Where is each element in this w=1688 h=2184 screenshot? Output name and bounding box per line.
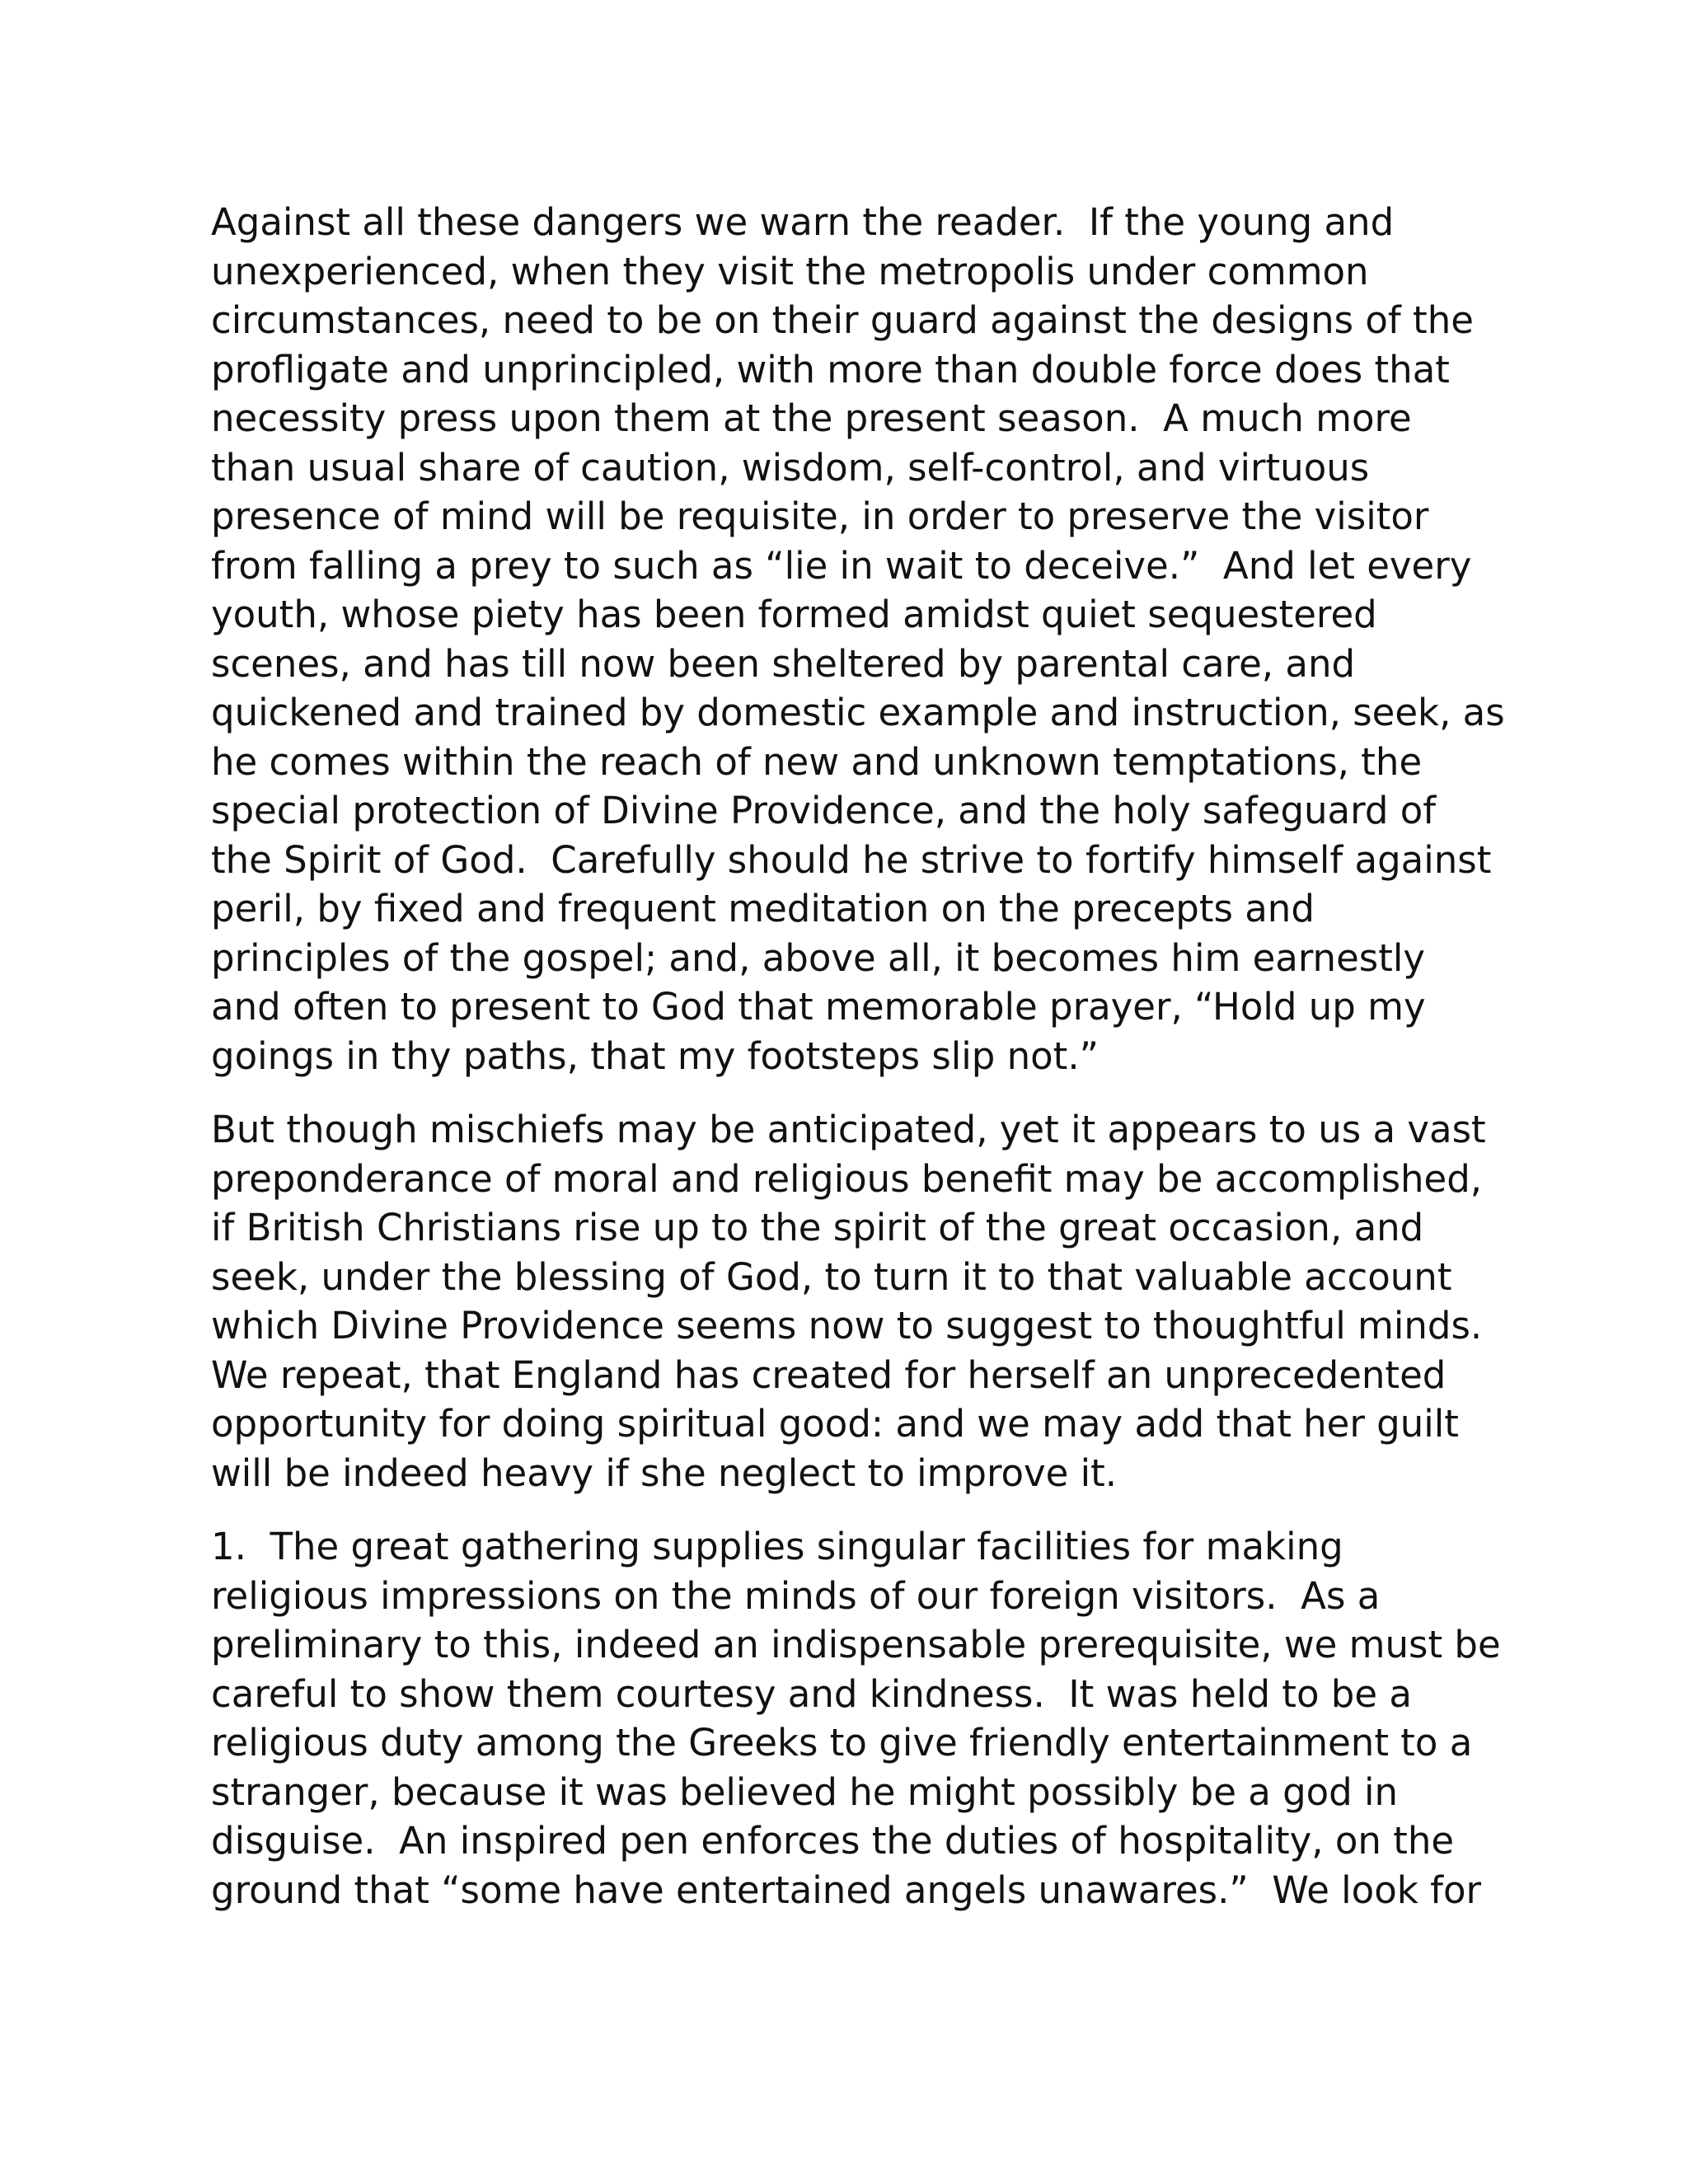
text-line: special protection of Divine Providence, and the holy safeguard of: [211, 789, 1437, 832]
text-line: circumstances, need to be on their guard against the designs of the: [211, 298, 1474, 342]
paragraph-3: [211, 1522, 1501, 1915]
text-line: youth, whose piety has been formed amidst quiet sequestered: [211, 593, 1377, 636]
text-line: 1. The great gathering supplies singular facilities for making: [211, 1525, 1343, 1568]
text-line: preliminary to this, indeed an indispensable prerequisite, we must be: [211, 1623, 1501, 1666]
text-line: religious duty among the Greeks to give friendly entertainment to a: [211, 1721, 1473, 1765]
text-line: presence of mind will be requisite, in order to preserve the visitor: [211, 494, 1429, 538]
text-line: the Spirit of God. Carefully should he strive to fortify himself against: [211, 837, 1492, 882]
text-line: unexperienced, when they visit the metropolis under common: [211, 249, 1369, 293]
text-line: preponderance of moral and religious benefit may be accomplished,: [211, 1156, 1483, 1201]
text-line: principles of the gospel; and, above all, it becomes him earnestly: [211, 935, 1425, 980]
text-line: will be indeed heavy if she neglect to improve it.: [211, 1451, 1118, 1495]
text-line: But though mischiefs may be anticipated, yet it appears to us a vast: [211, 1108, 1486, 1151]
text-line: profligate and unprincipled, with more than double force does that: [211, 347, 1450, 391]
text-line: stranger, because it was believed he might possibly be a god in: [211, 1769, 1399, 1814]
text-line: and often to present to God that memorable prayer, “Hold up my: [211, 985, 1426, 1029]
text-line: seek, under the blessing of God, to turn it to that valuable account: [211, 1254, 1452, 1299]
text-line: he comes within the reach of new and unknown temptations, the: [211, 739, 1423, 784]
text-line: than usual share of caution, wisdom, self-control, and virtuous: [211, 445, 1370, 490]
text-line: scenes, and has till now been sheltered by parental care, and: [211, 641, 1356, 686]
text-line: necessity press upon them at the present season. A much more: [211, 396, 1412, 440]
text-line: disguise. An inspired pen enforces the duties of hospitality, on the: [211, 1819, 1455, 1863]
text-line: opportunity for doing spiritual good: and we may add that her guilt: [211, 1402, 1459, 1446]
text-line: religious impressions on the minds of our foreign visitors. As a: [211, 1573, 1381, 1618]
text-line: We repeat, that England has created for herself an unprecedented: [211, 1352, 1447, 1397]
text-line: quickened and trained by domestic example and instruction, seek, as: [211, 691, 1505, 734]
text-line: careful to show them courtesy and kindness. It was held to be a: [211, 1671, 1412, 1716]
text-line: goings in thy paths, that my footsteps slip not.”: [211, 1033, 1099, 1078]
text-line: Against all these dangers we warn the reader. If the young and: [211, 200, 1395, 244]
text-line: ground that “some have entertained angels unawares.” We look for: [211, 1868, 1481, 1912]
paragraph-1: [211, 198, 1505, 1080]
text-line: from falling a prey to such as “lie in wait to deceive.” And let every: [211, 543, 1472, 588]
paragraph-2: [211, 1105, 1497, 1497]
text-line: which Divine Providence seems now to suggest to thoughtful minds.: [211, 1304, 1483, 1347]
text-line: peril, by fixed and frequent meditation on the precepts and: [211, 887, 1315, 930]
document-body: [211, 198, 1505, 1939]
text-line: if British Christians rise up to the spirit of the great occasion, and: [211, 1206, 1424, 1249]
